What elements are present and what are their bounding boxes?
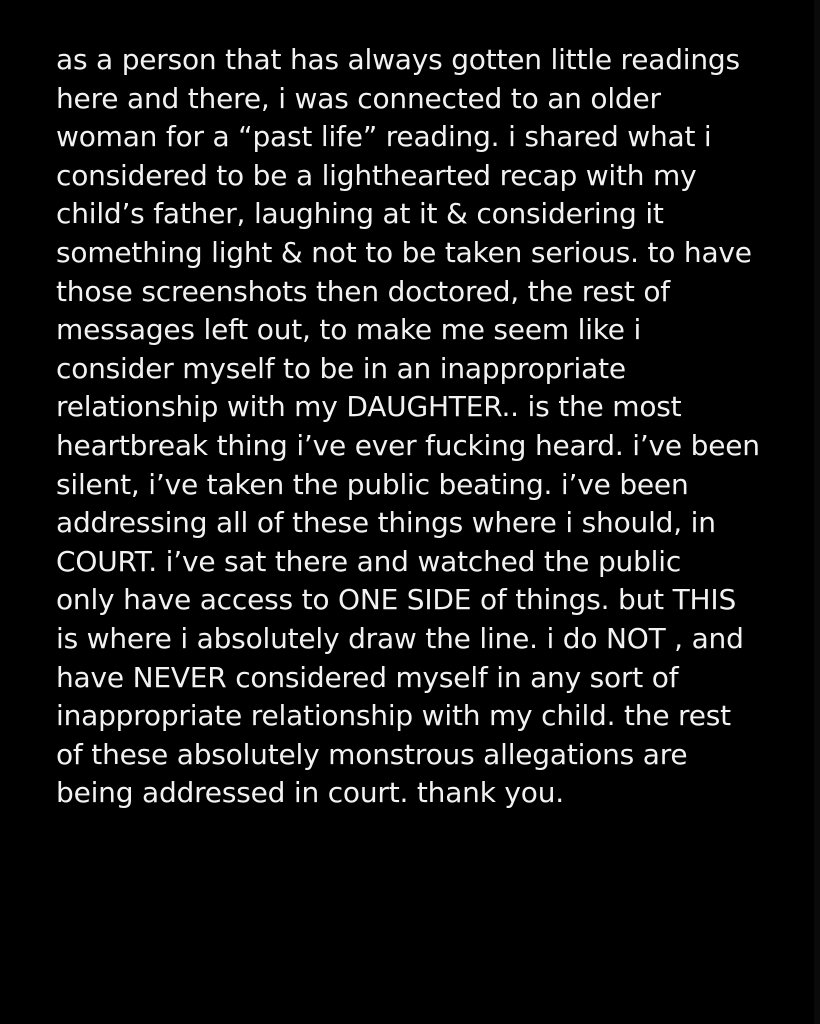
note-line: only have access to ONE SIDE of things. but THIS <box>56 583 737 617</box>
note-line: woman for a “past life” reading. i shared what i <box>56 120 712 154</box>
note-line: as a person that has always gotten little readings <box>56 43 740 76</box>
note-line: something light & not to be taken serious. to have <box>56 235 752 269</box>
note-line: is where i absolutely draw the line. i do NOT , and <box>56 621 744 655</box>
note-line: being addressed in court. thank you. <box>56 776 564 810</box>
note-line: addressing all of these things where i should, in <box>56 506 716 540</box>
note-text-block <box>56 41 806 813</box>
note-line: consider myself to be in an inappropriate <box>56 351 626 385</box>
note-line: relationship with my DAUGHTER.. is the most <box>56 390 682 424</box>
note-line: silent, i’ve taken the public beating. i’ve been <box>56 467 689 501</box>
note-line: of these absolutely monstrous allegations are <box>56 737 688 771</box>
note-line: heartbreak thing i’ve ever fucking heard. i’ve been <box>56 428 760 462</box>
note-line: those screenshots then doctored, the rest of <box>56 274 670 308</box>
note-line: child’s father, laughing at it & considering it <box>56 197 664 231</box>
note-line: considered to be a lighthearted recap with my <box>56 158 697 192</box>
note-line: have NEVER considered myself in any sort of <box>56 660 679 694</box>
right-edge-strip <box>814 0 820 1024</box>
note-line: here and there, i was connected to an older <box>56 81 661 115</box>
note-line: COURT. i’ve sat there and watched the public <box>56 544 682 578</box>
note-line: messages left out, to make me seem like i <box>56 313 642 347</box>
note-line: inappropriate relationship with my child. the rest <box>56 699 731 733</box>
